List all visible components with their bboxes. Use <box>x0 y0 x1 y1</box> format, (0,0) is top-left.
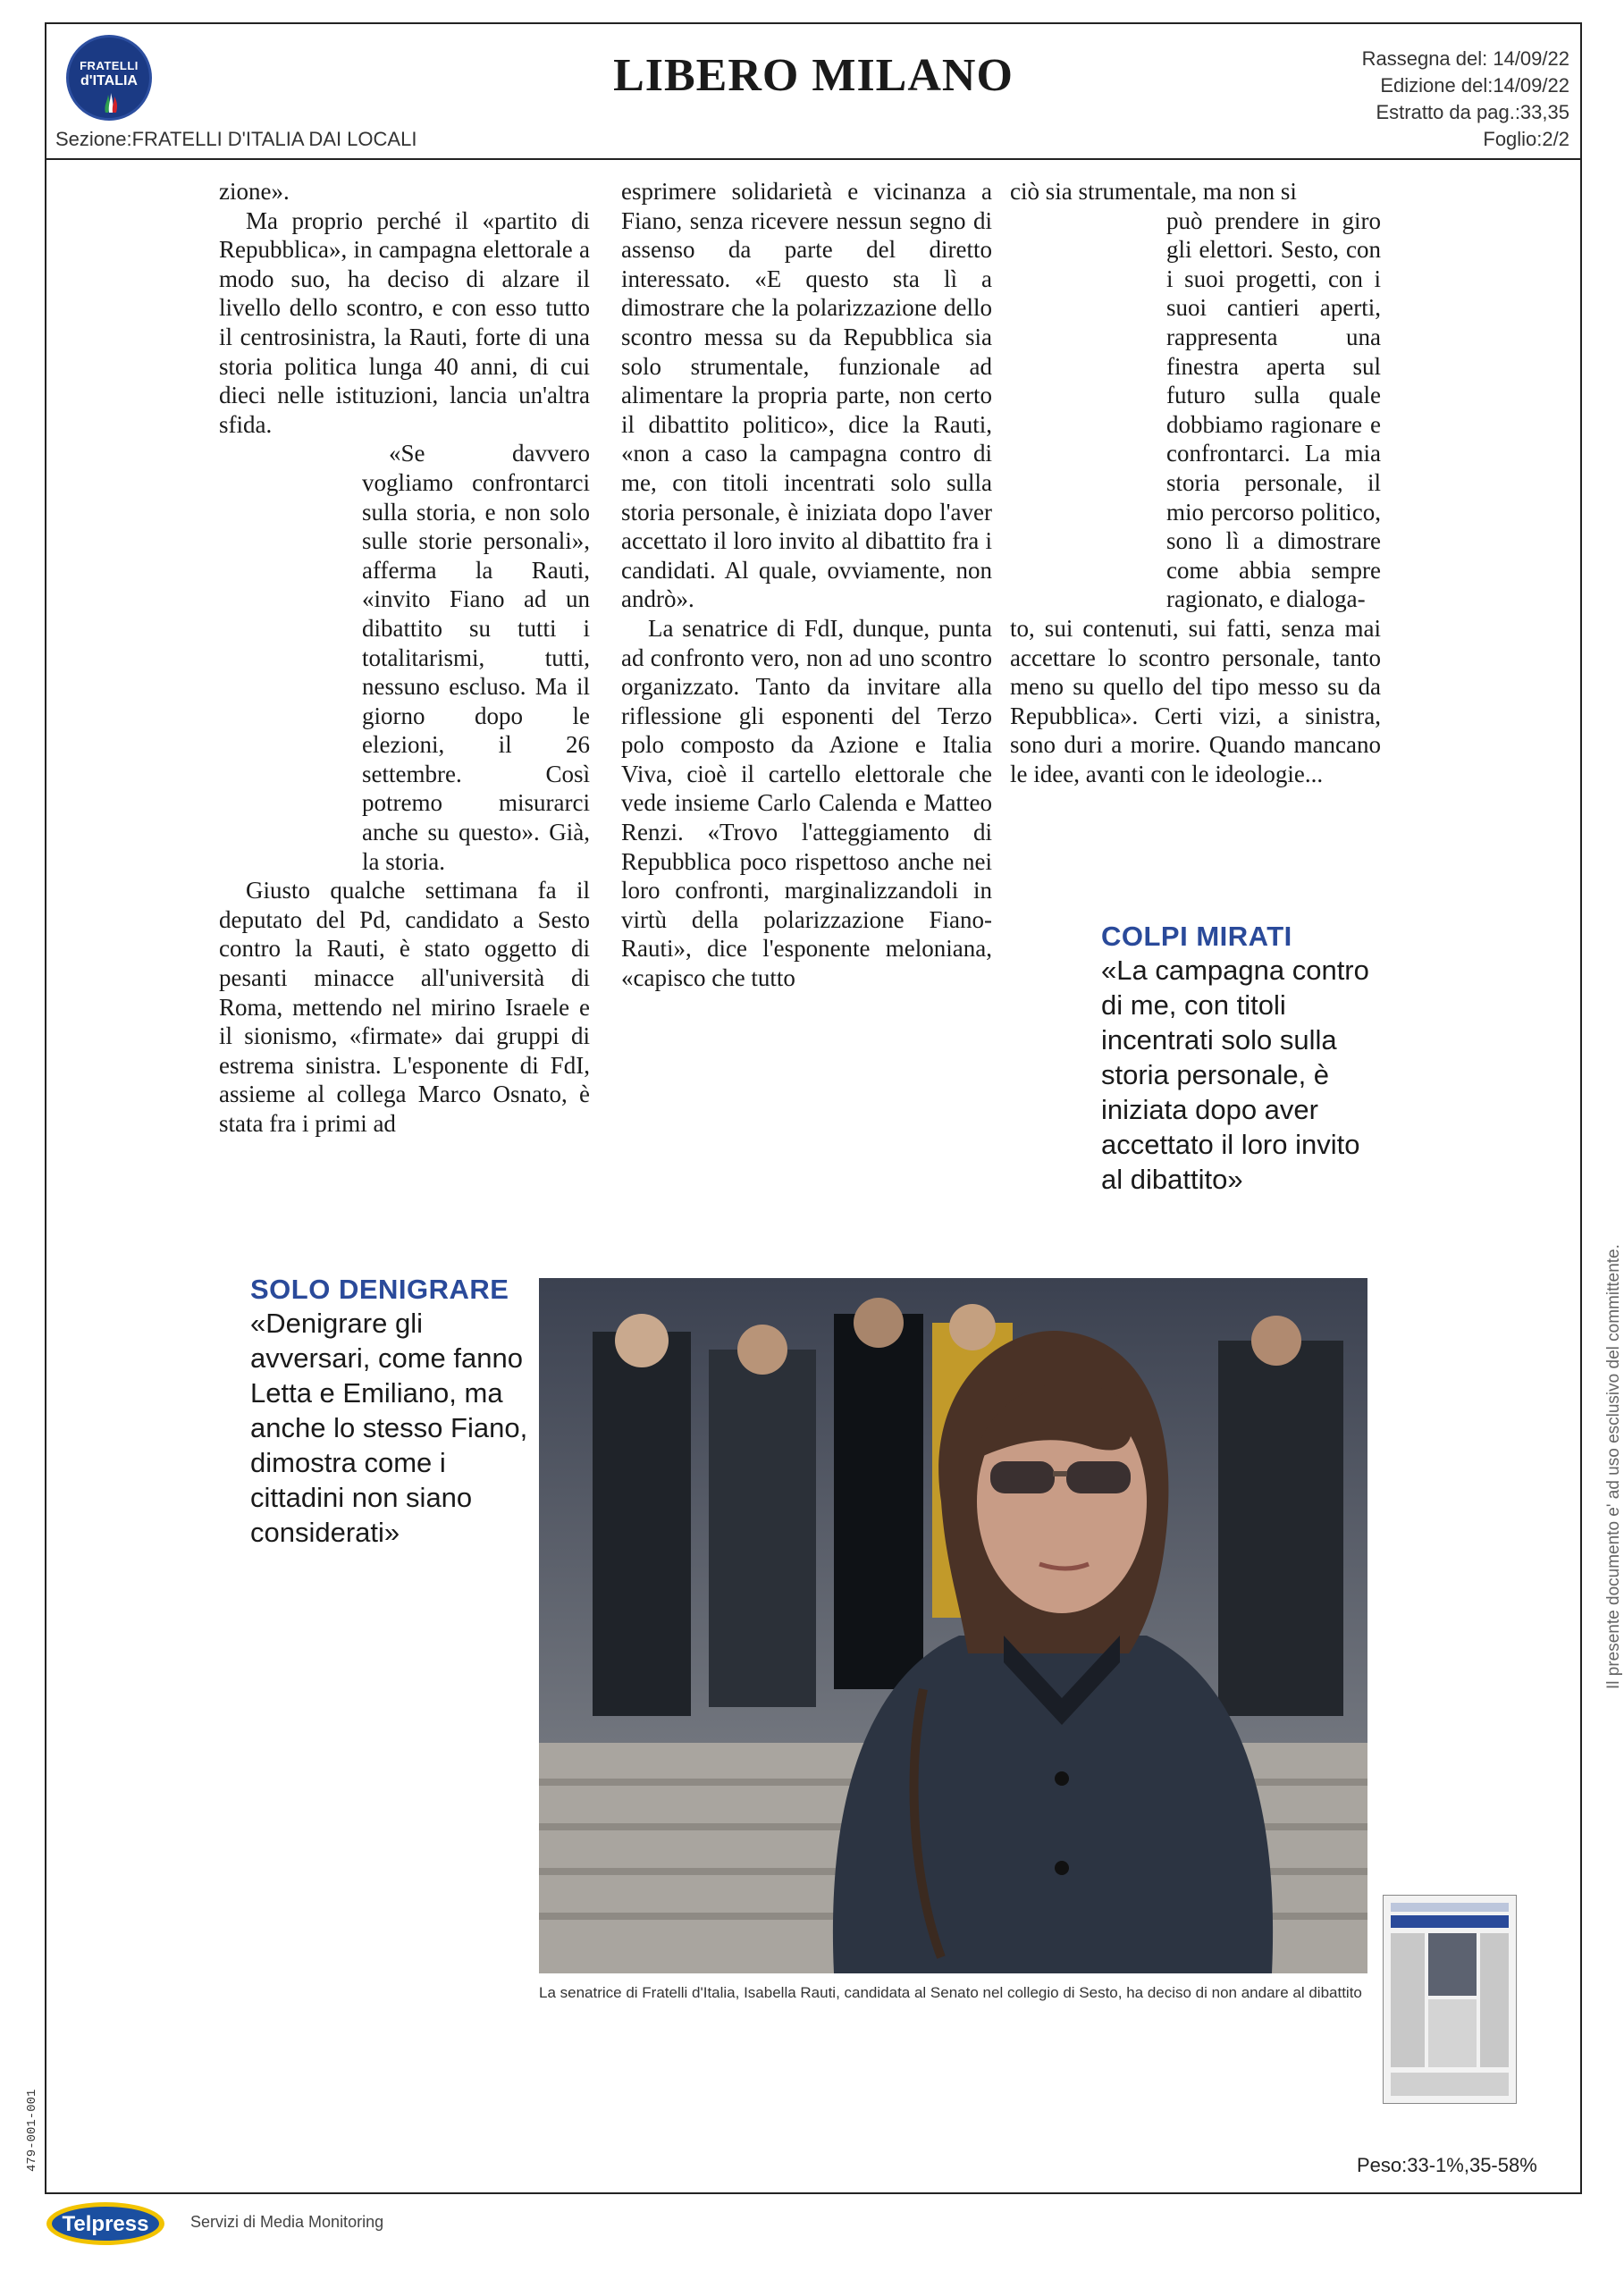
pull-quote-kicker: COLPI MIRATI <box>1101 921 1292 952</box>
document-code: 479-001-001 <box>25 2089 39 2172</box>
press-review-meta <box>1362 46 1569 153</box>
article-column-3 <box>1010 177 1381 788</box>
paragraph: Giusto qualche settimana fa il deputato del Pd, candidato a Sesto contro la Rauti, è stato oggetto di pesanti minacce all'università di Roma, mettendo nel mirino Israele e il sionismo, «firmate» dai gruppi di estrema sinistra. L'esponente di FdI, assieme al collega Marco Osnato, è stata fra i primi ad <box>219 877 590 1137</box>
meta-edizione: Edizione del:14/09/22 <box>1380 74 1569 97</box>
pull-quote-colpi-mirati <box>1101 921 1387 1197</box>
logo-line-1: FRATELLI <box>80 59 139 72</box>
article-photo <box>539 1278 1367 1973</box>
peso-label: Peso:33-1%,35-58% <box>1357 2154 1537 2176</box>
article-column-2 <box>621 177 992 993</box>
telpress-logo-text: Telpress <box>62 2212 149 2236</box>
telpress-logo <box>43 2199 168 2249</box>
pull-quote-solo-denigrare <box>250 1274 545 1550</box>
photo-illustration <box>539 1278 1367 1973</box>
paragraph: può prendere in giro gli elettori. Sesto, con i suoi progetti, con i suoi cantieri aperti, rappresenta una finestra aperta sul futuro sulla quale dobbiamo ragionare e confrontarci. La mia storia personale, il mio percorso politico, sono lì a dimostrare come abbia sempre ragionato, e dialoga- <box>1166 206 1381 613</box>
pull-quote-kicker: SOLO DENIGRARE <box>250 1274 509 1305</box>
paragraph: zione». <box>219 178 290 205</box>
page-thumbnail <box>1383 1895 1517 2104</box>
paragraph: La senatrice di FdI, dunque, punta ad confronto vero, non ad uno scontro organizzato. Tanto da invitare alla riflessione gli esponenti del Terzo polo composto da Azione e Italia Viva, cioè il cartello elettorale che vede insieme Carlo Calenda e Matteo Renzi. «Trovo l'atteggiamento di Repubblica poco rispettoso anche nei loro confronti, marginalizzandoli in virtù della polarizzazione Fiano-Rauti», dice l'esponente meloniana, «capisco che tutto <box>621 614 992 992</box>
logo-line-2: d'ITALIA <box>80 73 138 88</box>
paragraph: to, sui contenuti, sui fatti, senza mai accettare lo scontro personale, tanto meno su quello del tipo messo su da Repubblica». Certi vizi, a sinistra, sono duri a morire. Quando mancano le idee, avanti con le ideologie... <box>1010 614 1381 787</box>
paragraph-quote: «Se davvero vogliamo confrontarci sulla storia, e non solo sulle storie personali», afferma la Rauti, «invito Fiano ad un dibattito su tutti i totalitarismi, tutti, nessuno escluso. Ma il giorno dopo le elezioni, il 26 settembre. Così potremo misurarci anche su questo». Già, la storia. <box>362 440 590 875</box>
photo-caption: La senatrice di Fratelli d'Italia, Isabella Rauti, candidata al Senato nel collegio di Sesto, ha deciso di non andare al dibattito <box>539 1984 1362 2001</box>
meta-rassegna: Rassegna del: 14/09/22 <box>1361 47 1569 70</box>
paragraph: ciò sia strumentale, ma non si <box>1010 178 1297 205</box>
meta-estratto: Estratto da pag.:33,35 <box>1376 101 1569 123</box>
paragraph: Ma proprio perché il «partito di Repubblica», in campagna elettorale a modo suo, ha deciso di alzare il livello dello scontro, e con esso tutto il centrosinistra, la Rauti, forte di una storia politica lunga 40 anni, di cui dieci nelle istituzioni, lancia un'altra sfida. <box>219 206 590 438</box>
document-header <box>46 24 1580 160</box>
paragraph: esprimere solidarietà e vicinanza a Fiano, senza ricevere nessun segno di assenso da parte del diretto interessato. «E questo sta lì a dimostrare che la polarizzazione dello scontro messa su da Repubblica sia solo strumentale, funzionale ad alimentare la propria parte, non certo il dibattito politico», dice la Rauti, «non a caso la campagna contro di me, con titoli incentrati solo sulla storia personale, è iniziata dopo l'aver accettato il loro invito al dibattito fra i candidati. Al quale, ovviamente, non andrò». <box>621 178 992 613</box>
thumbnail-illustration <box>1384 1896 1516 2103</box>
meta-foglio: Foglio:2/2 <box>1483 128 1569 150</box>
pull-quote-text: «Denigrare gli avversari, come fanno Letta e Emiliano, ma anche lo stesso Fiano, dimostra come i cittadini non siano considerati» <box>250 1308 528 1548</box>
pull-quote-text: «La campagna contro di me, con titoli incentrati solo sulla storia personale, è iniziata dopo aver accettato il loro invito al dibattito» <box>1101 955 1369 1195</box>
article-column-1 <box>219 177 590 1139</box>
footer-service: Servizi di Media Monitoring <box>190 2213 384 2231</box>
masthead-title: LIBERO MILANO <box>613 50 1014 101</box>
section-label: Sezione:FRATELLI D'ITALIA DAI LOCALI <box>55 128 417 150</box>
disclaimer-vertical: Il presente documento e' ad uso esclusivo del committente. <box>1604 1244 1623 1689</box>
